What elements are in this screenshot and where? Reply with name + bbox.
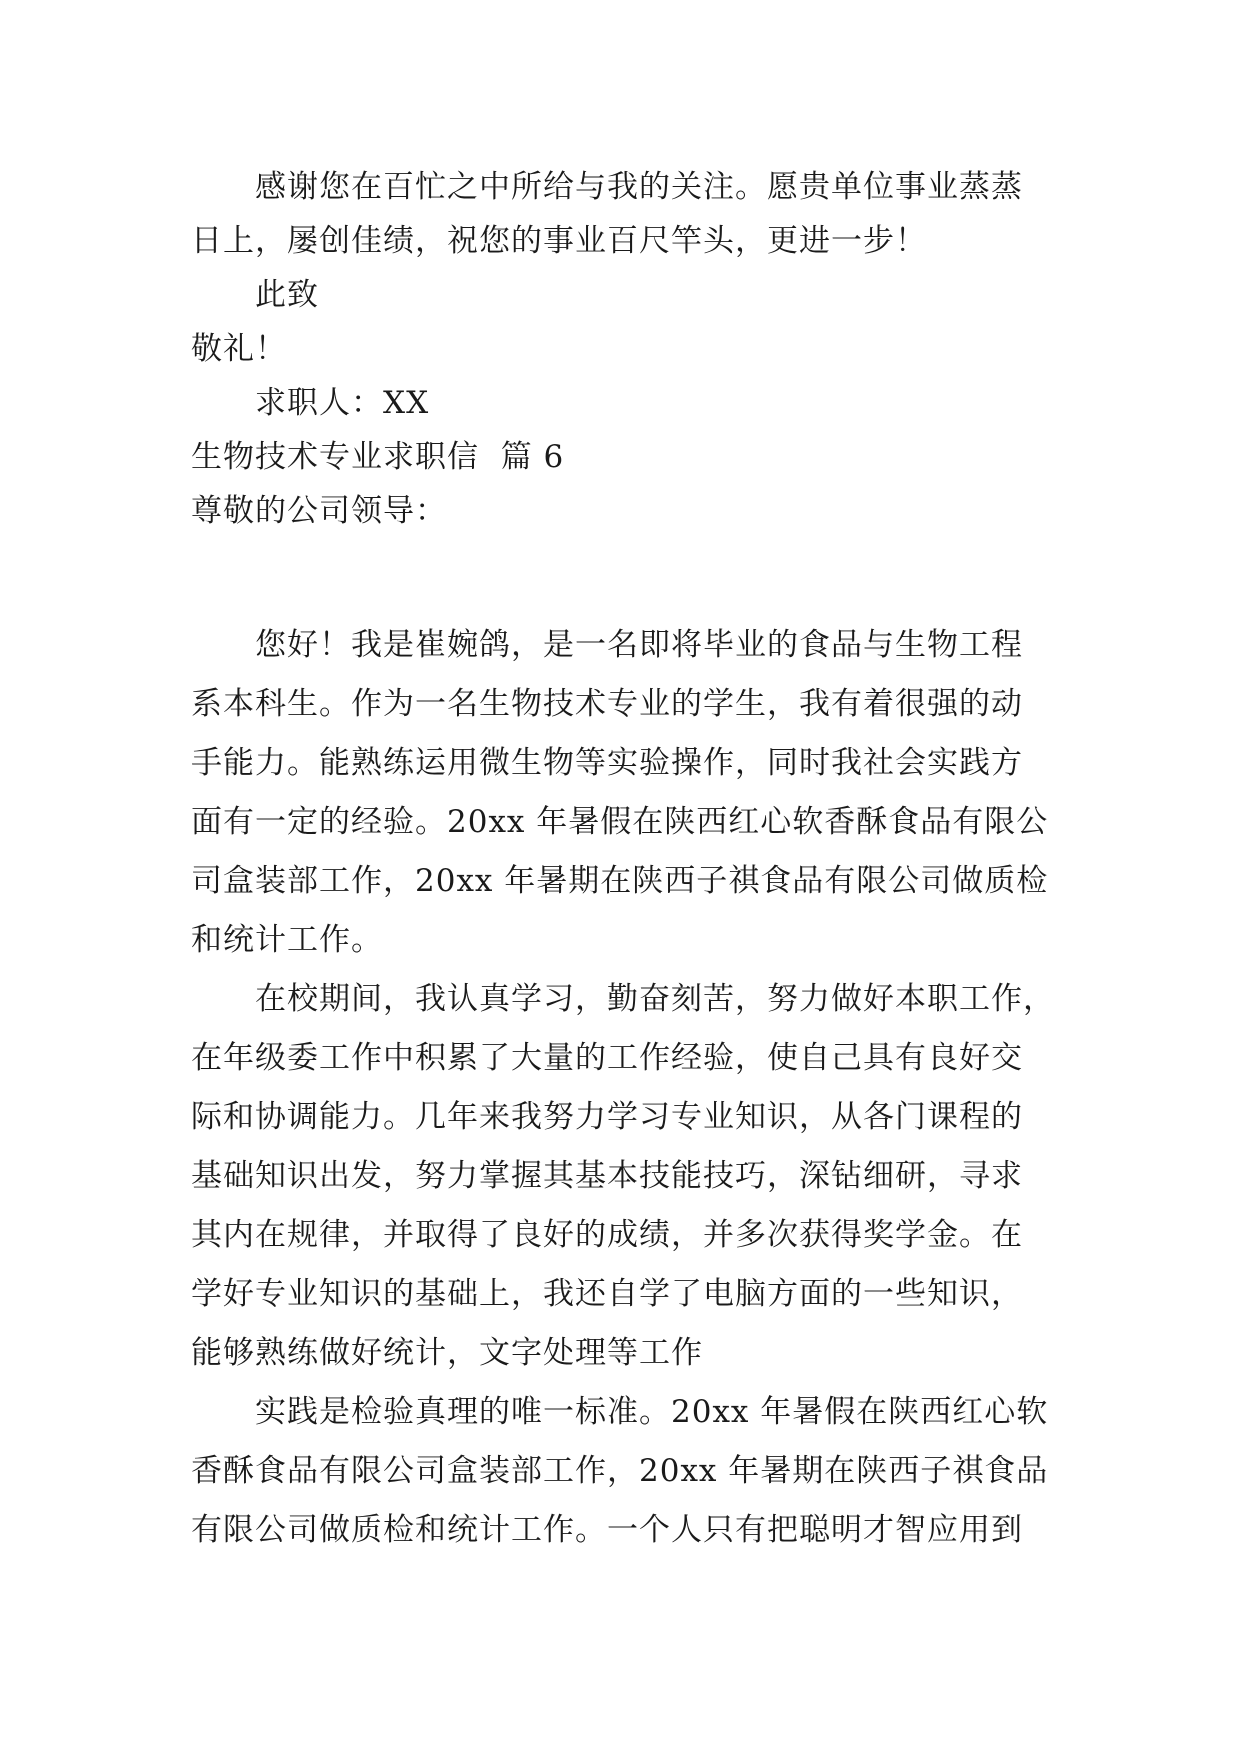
paragraph-line: 有限公司做质检和统计工作。一个人只有把聪明才智应用到	[191, 1512, 1023, 1548]
salutation-cizhi: 此致	[255, 277, 319, 313]
paragraph-intro	[191, 616, 1061, 970]
paragraph-practice	[191, 1383, 1061, 1560]
paragraph-line: 在年级委工作中积累了大量的工作经验，使自己具有良好交	[191, 1040, 1023, 1076]
paragraph-line: 面有一定的经验。20xx 年暑假在陕西红心软香酥食品有限公	[191, 804, 1049, 840]
letter-title: 生物技术专业求职信 篇 6	[191, 439, 565, 475]
salutation-jingli: 敬礼！	[191, 331, 287, 367]
closing-line-2: 日上，屡创佳绩，祝您的事业百尺竿头，更进一步！	[191, 223, 927, 259]
paragraph-line: 学好专业知识的基础上，我还自学了电脑方面的一些知识，	[191, 1276, 1023, 1312]
document-body	[191, 160, 1061, 1560]
paragraph-line: 其内在规律，并取得了良好的成绩，并多次获得奖学金。在	[191, 1217, 1023, 1253]
paragraph-line: 系本科生。作为一名生物技术专业的学生，我有着很强的动	[191, 686, 1023, 722]
paragraph-line: 您好！我是崔婉鸽，是一名即将毕业的食品与生物工程	[255, 627, 1023, 663]
paragraph-line: 司盒装部工作，20xx 年暑期在陕西子祺食品有限公司做质检	[191, 863, 1049, 899]
paragraph-school	[191, 970, 1061, 1383]
paragraph-line: 手能力。能熟练运用微生物等实验操作，同时我社会实践方	[191, 745, 1023, 781]
paragraph-line: 际和协调能力。几年来我努力学习专业知识，从各门课程的	[191, 1099, 1023, 1135]
paragraph-line: 能够熟练做好统计，文字处理等工作	[191, 1335, 703, 1371]
paragraph-line: 实践是检验真理的唯一标准。20xx 年暑假在陕西红心软	[255, 1394, 1049, 1430]
blank-line	[191, 538, 1061, 592]
signature: 求职人：XX	[255, 385, 430, 421]
paragraph-line: 基础知识出发，努力掌握其基本技能技巧，深钻细研，寻求	[191, 1158, 1023, 1194]
closing-line-1: 感谢您在百忙之中所给与我的关注。愿贵单位事业蒸蒸	[255, 169, 1023, 205]
paragraph-line: 在校期间，我认真学习，勤奋刻苦，努力做好本职工作，	[255, 981, 1055, 1017]
greeting: 尊敬的公司领导：	[191, 493, 447, 529]
paragraph-line: 香酥食品有限公司盒装部工作，20xx 年暑期在陕西子祺食品	[191, 1453, 1049, 1489]
paragraph-line: 和统计工作。	[191, 922, 383, 958]
